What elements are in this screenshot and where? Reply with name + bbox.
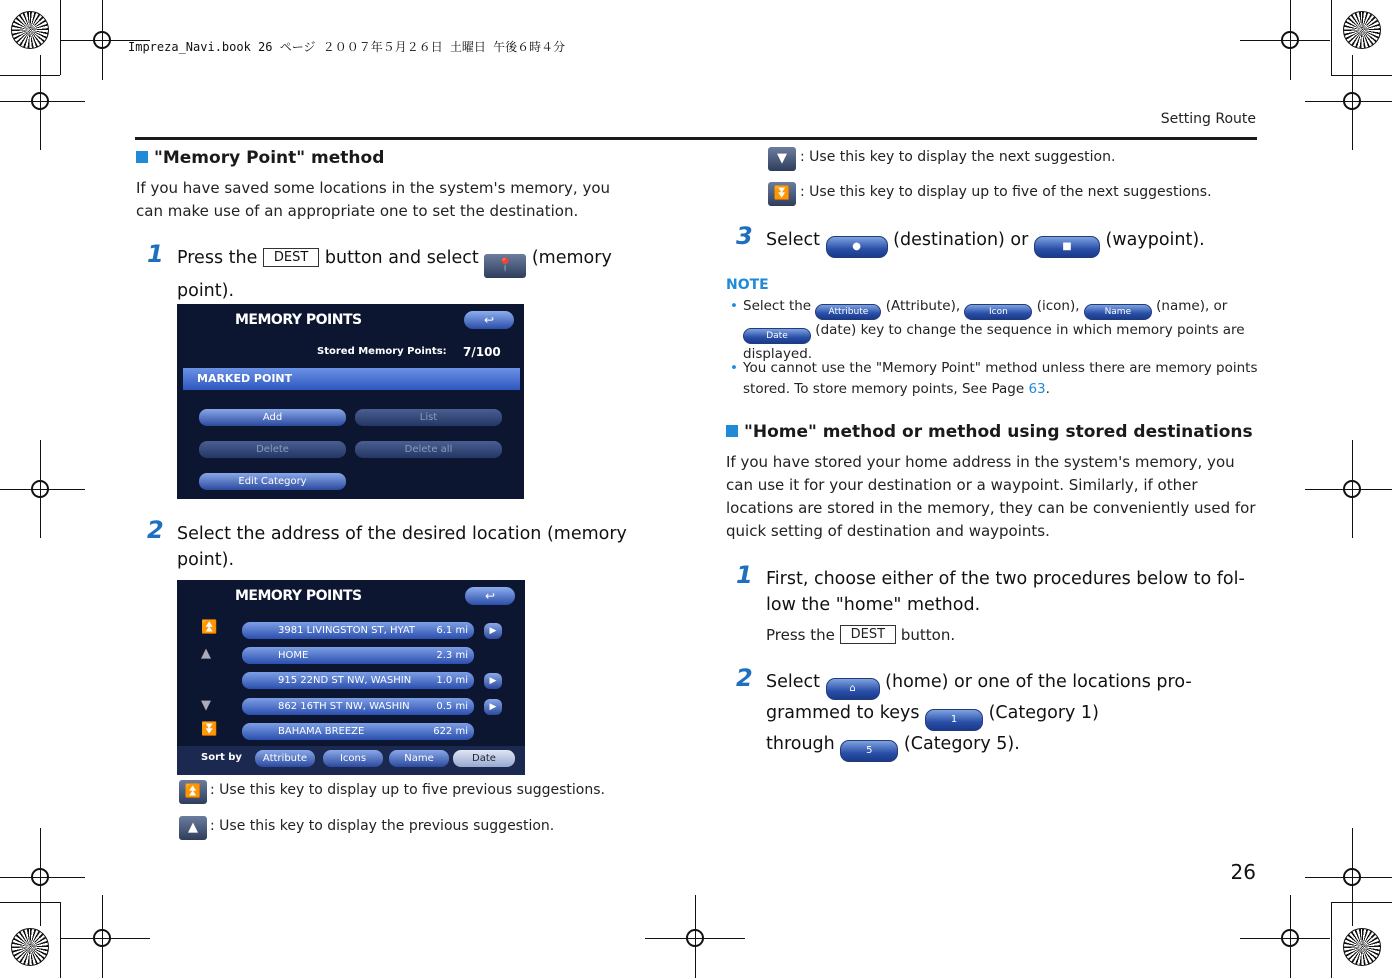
home-step-1-sub: Press the DEST button. <box>766 626 956 644</box>
sort-icons-button[interactable]: Icons <box>323 750 383 767</box>
add-button[interactable]: Add <box>199 409 346 426</box>
sort-date-button[interactable]: Date <box>453 750 515 767</box>
home-step-1-text: First, choose either of the two procedures below to fol-low the "home" method. <box>766 569 1245 615</box>
next-five-desc: : Use this key to display up to five of the next suggestions. <box>800 184 1212 200</box>
up-five-icon[interactable]: ⏫ <box>201 620 218 635</box>
note-item-1: • Select the Attribute (Attribute), Icon (icon), Name (name), or Date (date) key to change the sequence in which memory points are displayed. <box>730 298 1245 362</box>
list-item[interactable]: HOME 2.3 mi <box>242 647 474 664</box>
attribute-key: Attribute <box>815 304 881 320</box>
list-item[interactable]: 915 22ND ST NW, WASHIN 1.0 mi <box>242 672 474 689</box>
detail-arrow-icon[interactable]: ▶ <box>484 623 502 639</box>
next-five-key-icon: ⏬ <box>768 182 796 206</box>
dest-key: DEST <box>840 625 896 644</box>
home-intro: If you have stored your home address in the system's memory, you can use it for your destination or a waypoint. Similarly, if other locations are stored in the memory, they can be conveniently used for quick setting of destination and waypoints. <box>726 453 1256 540</box>
stored-count: 7/100 <box>463 345 501 359</box>
category-5-key: 5 <box>840 740 898 762</box>
list-button[interactable]: List <box>355 409 502 426</box>
detail-arrow-icon[interactable]: ▶ <box>484 673 502 689</box>
previous-five-key-icon: ⏫ <box>179 780 207 804</box>
step-number: 2 <box>736 664 753 692</box>
sort-name-button[interactable]: Name <box>389 750 449 767</box>
next-one-key-icon: ▼ <box>768 147 796 171</box>
back-button[interactable]: ↩ <box>464 311 514 329</box>
section-title-memory-point: "Memory Point" method <box>136 148 384 168</box>
delete-all-button[interactable]: Delete all <box>355 441 502 458</box>
name-key: Name <box>1084 304 1152 320</box>
list-item[interactable]: 862 16TH ST NW, WASHIN 0.5 mi <box>242 698 474 715</box>
screen-title: MEMORY POINTS <box>235 312 362 328</box>
next-one-desc: : Use this key to display the next suggestion. <box>800 149 1116 165</box>
step-number: 1 <box>736 561 753 589</box>
memory-intro: If you have saved some locations in the system's memory, you can make use of an appropriate one to set the destination. <box>136 179 611 220</box>
step-number: 3 <box>736 222 753 250</box>
edit-category-button[interactable]: Edit Category <box>199 473 346 490</box>
down-five-icon[interactable]: ⏬ <box>201 722 218 737</box>
home-step-2-text: Select ⌂ (home) or one of the locations pro-grammed to keys 1 (Category 1) through 5 (Category 5). <box>766 669 1216 762</box>
up-one-icon[interactable]: ▲ <box>201 646 211 661</box>
waypoint-flag-icon: ■ <box>1034 236 1100 258</box>
sort-by-label: Sort by <box>201 752 242 763</box>
header-rule <box>135 137 1257 140</box>
memory-point-pin-icon: 📍 <box>484 254 526 278</box>
page-number: 26 <box>1230 860 1256 884</box>
book-file-tag: Impreza_Navi.book 26 ページ ２００７年５月２６日 土曜日 午後６時４分 <box>128 40 566 54</box>
dest-key: DEST <box>263 248 319 267</box>
previous-one-key-icon: ▲ <box>179 816 207 840</box>
icon-key: Icon <box>964 304 1032 320</box>
section-title-home: "Home" method or method using stored destinations <box>726 422 1253 442</box>
step-number: 1 <box>147 240 164 268</box>
list-item[interactable]: 3981 LIVINGSTON ST, HYAT 6.1 mi <box>242 622 474 639</box>
previous-five-desc: : Use this key to display up to five previous suggestions. <box>210 782 605 798</box>
destination-flag-icon: ● <box>826 236 888 258</box>
category-1-key: 1 <box>925 709 983 731</box>
page-link[interactable]: 63 <box>1028 381 1046 397</box>
note-item-2: • You cannot use the "Memory Point" method unless there are memory points stored. To store memory points, See Page 63. <box>730 360 1258 397</box>
step-number: 2 <box>147 516 164 544</box>
running-head: Setting Route <box>1160 111 1256 127</box>
step-3-text: Select ● (destination) or ■ (waypoint). <box>766 227 1246 258</box>
section-square-icon <box>136 151 148 163</box>
note-heading: NOTE <box>726 277 769 293</box>
back-button[interactable]: ↩ <box>465 587 515 605</box>
detail-arrow-icon[interactable]: ▶ <box>484 699 502 715</box>
step-2-text: Select the address of the desired location (memory point). <box>177 524 627 570</box>
step-1-text: Press the DEST button and select 📍 (memory point). <box>177 248 612 301</box>
delete-button[interactable]: Delete <box>199 441 346 458</box>
marked-point-row[interactable]: MARKED POINT <box>183 368 520 390</box>
date-key: Date <box>743 328 811 344</box>
section-square-icon <box>726 425 738 437</box>
memory-points-list-screen <box>177 580 525 775</box>
list-item[interactable]: BAHAMA BREEZE 622 mi <box>242 723 474 740</box>
previous-one-desc: : Use this key to display the previous suggestion. <box>210 818 555 834</box>
stored-label: Stored Memory Points: <box>317 346 447 357</box>
screen-title: MEMORY POINTS <box>235 588 362 604</box>
home-icon: ⌂ <box>826 678 880 700</box>
down-one-icon[interactable]: ▼ <box>201 698 211 713</box>
sort-attribute-button[interactable]: Attribute <box>255 750 315 767</box>
memory-points-screen <box>177 304 524 499</box>
